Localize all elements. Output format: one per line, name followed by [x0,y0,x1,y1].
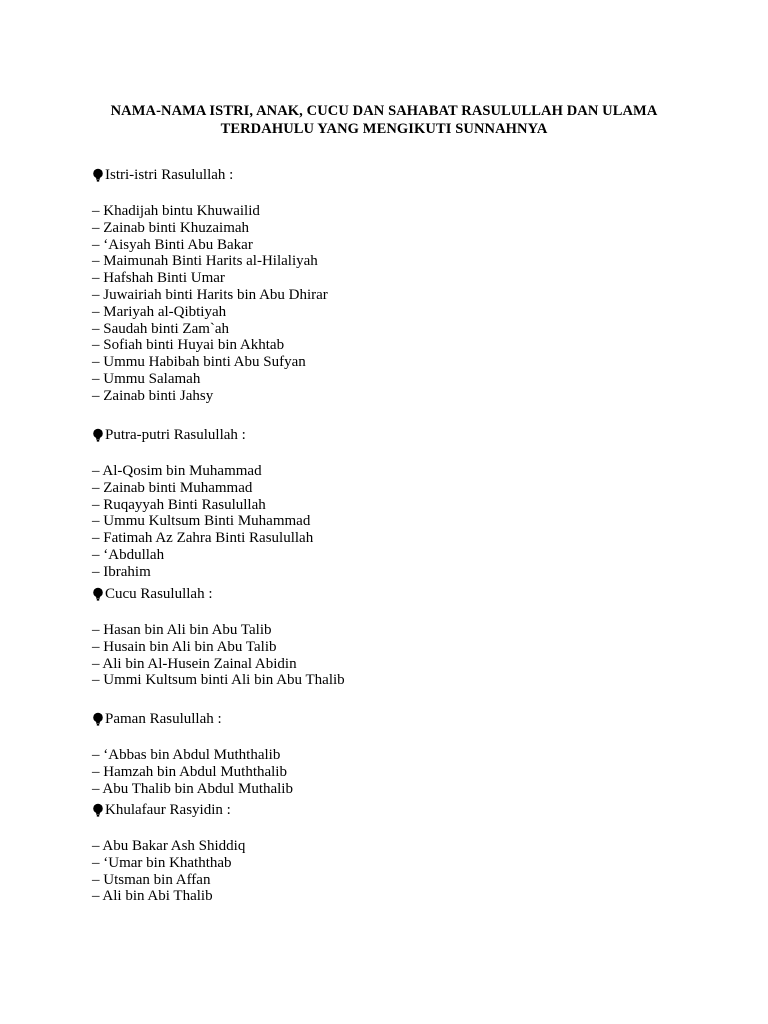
list-item: – Khadijah bintu Khuwailid [92,203,260,219]
section-khulafaur-rasyidin [92,802,692,905]
list-item: – ‘Aisyah Binti Abu Bakar [92,236,253,253]
section-heading [92,802,692,819]
list-item: – Ibrahim [92,563,151,580]
section-heading [92,711,692,728]
list-item: – Ummu Salamah [92,370,201,387]
section-heading-label: Putra-putri Rasulullah : [105,427,246,443]
list-item: – Abu Thalib bin Abdul Muthalib [92,780,293,797]
section-cucu [92,586,692,689]
document-title [60,102,708,138]
list-item: – Ummu Habibah binti Abu Sufyan [92,354,306,371]
section-heading [92,167,692,184]
name-list [92,463,692,581]
list-item: – Hafshah Binti Umar [92,270,225,287]
list-item: – Ruqayyah Binti Rasulullah [92,496,266,513]
list-item: – Hasan bin Ali bin Abu Talib [92,622,272,638]
name-list [92,838,692,905]
list-item: – Maimunah Binti Harits al-Hilaliyah [92,253,318,270]
list-item: – Ummi Kultsum binti Ali bin Abu Thalib [92,672,345,689]
lightbulb-icon [92,712,104,727]
section-heading-label: Istri-istri Rasulullah : [105,167,234,183]
name-list [92,747,692,797]
section-heading [92,586,692,603]
list-item: – Ali bin Abi Thalib [92,888,213,905]
section-heading-label: Khulafaur Rasyidin : [105,802,231,818]
section-heading-label: Paman Rasulullah : [105,711,222,727]
list-item: – Al-Qosim bin Muhammad [92,463,262,479]
list-item: – Sofiah binti Huyai bin Akhtab [92,337,285,354]
section-istri [92,167,692,405]
lightbulb-icon [92,428,104,443]
title-line-2: TERDAHULU YANG MENGIKUTI SUNNAHNYA [220,121,548,137]
list-item: – Zainab binti Jahsy [92,387,214,404]
section-paman [92,711,692,797]
list-item: – Mariyah al-Qibtiyah [92,303,227,320]
section-putra-putri [92,427,692,581]
list-item: – Fatimah Az Zahra Binti Rasulullah [92,530,314,547]
list-item: – ‘Abdullah [92,546,165,563]
list-item: – ‘Abbas bin Abdul Muththalib [92,747,281,763]
list-item: – Utsman bin Affan [92,871,211,888]
title-line-1: NAMA-NAMA ISTRI, ANAK, CUCU DAN SAHABAT RASULULLAH DAN ULAMA [110,103,658,119]
list-item: – Ummu Kultsum Binti Muhammad [92,513,311,530]
list-item: – Zainab binti Muhammad [92,479,253,496]
list-item: – Ali bin Al-Husein Zainal Abidin [92,655,297,672]
list-item: – Abu Bakar Ash Shiddiq [92,838,246,854]
list-item: – ‘Umar bin Khaththab [92,854,232,871]
list-item: – Hamzah bin Abdul Muththalib [92,763,287,780]
section-heading [92,427,692,444]
lightbulb-icon [92,168,104,183]
name-list [92,203,692,405]
lightbulb-icon [92,587,104,602]
lightbulb-icon [92,803,104,818]
list-item: – Husain bin Ali bin Abu Talib [92,638,277,655]
list-item: – Zainab binti Khuzaimah [92,219,250,236]
name-list [92,622,692,689]
list-item: – Juwairiah binti Harits bin Abu Dhirar [92,286,328,303]
section-heading-label: Cucu Rasulullah : [105,586,213,602]
list-item: – Saudah binti Zam`ah [92,320,230,337]
